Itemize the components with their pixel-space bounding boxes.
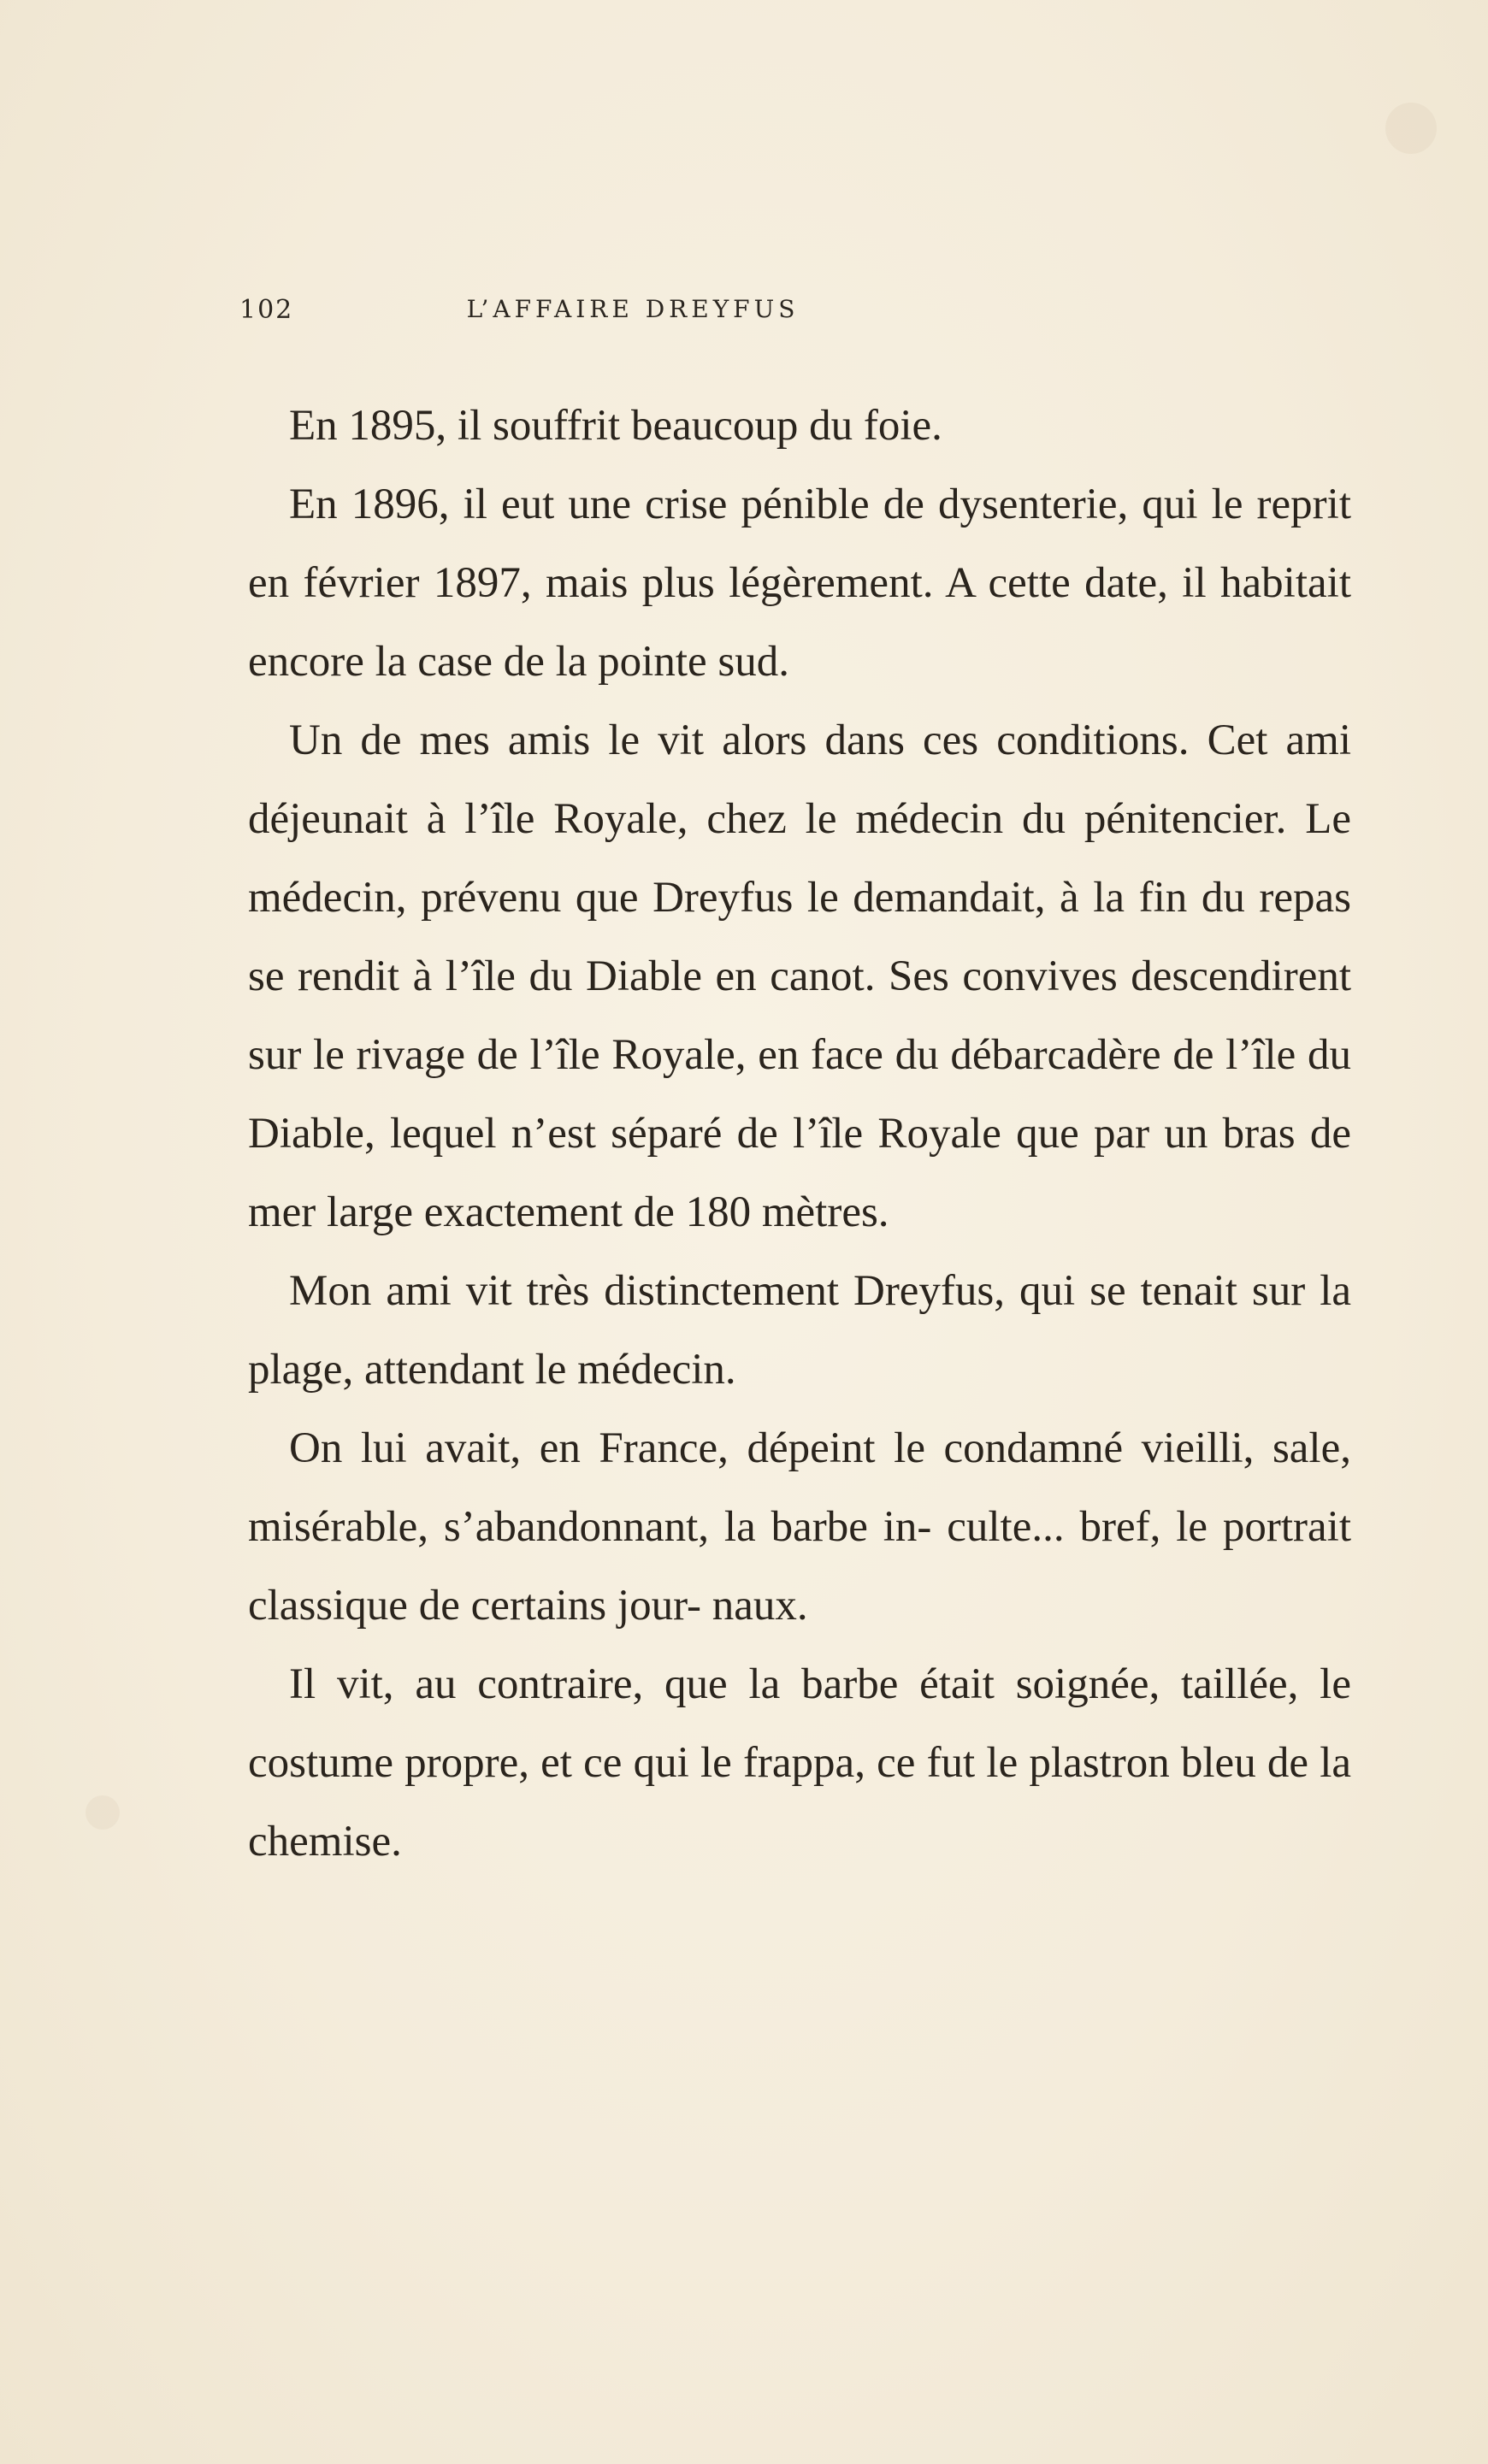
paragraph: Un de mes amis le vit alors dans ces conditions. Cet ami déjeunait à l’île Royale, chez le médecin du pénitencier. Le médecin, prévenu que Dreyfus le demandait, à la fin du repas se rendit à l’île du Diable en canot. Ses convives descendirent sur le rivage de l’île Royale, en face du débarcadère de l’île du Diable, lequel n’est séparé de l’île Royale que par un bras de mer large exactement de 180 mètres. xyxy=(248,716,1351,1236)
page-header xyxy=(239,295,983,329)
body-text xyxy=(248,386,1351,1881)
paper-stain xyxy=(86,1795,120,1830)
running-head: L’AFFAIRE DREYFUS xyxy=(466,295,800,323)
page-number: 102 xyxy=(239,295,294,325)
paragraph: On lui avait, en France, dépeint le condamné vieilli, sale, misérable, s’abandonnant, la barbe in- culte... bref, le portrait classique de certains jour- naux. xyxy=(248,1424,1351,1630)
paragraph: Mon ami vit très distinctement Dreyfus, qui se tenait sur la plage, attendant le médecin. xyxy=(248,1267,1351,1394)
paper-stain xyxy=(1385,103,1437,154)
paragraph: Il vit, au contraire, que la barbe était soignée, taillée, le costume propre, et ce qui le frappa, ce fut le plastron bleu de la chemise. xyxy=(248,1660,1351,1866)
paragraph: En 1895, il souffrit beaucoup du foie. xyxy=(289,402,942,450)
paragraph: En 1896, il eut une crise pénible de dysenterie, qui le reprit en février 1897, mais plus légèrement. A cette date, il habitait encore la case de la pointe sud. xyxy=(248,480,1351,686)
